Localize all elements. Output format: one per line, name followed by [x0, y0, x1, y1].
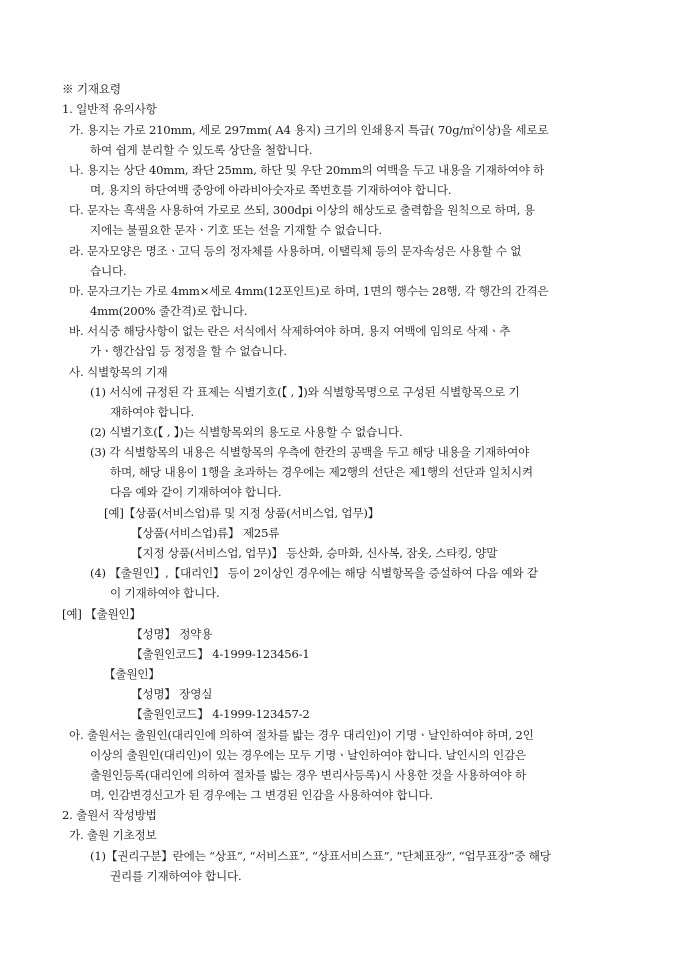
item-ra-line-2: 습니다.	[90, 264, 127, 278]
sub-item-3-line-2: 하며, 해당 내용이 1행을 초과하는 경우에는 제2행의 선단은 제1행의 선단과 일치시켜	[110, 465, 533, 479]
item-a-line-2: 이상의 출원인(대리인)이 있는 경우에는 모두 기명ㆍ날인하여야 합니다. 날인시의 인감은	[90, 748, 527, 762]
sub-item-1-line-1: (1) 서식에 규정된 각 표제는 식별기호(【 , 】)와 식별항목명으로 구성된 식별항목으로 기	[90, 385, 520, 399]
example-2-code-2: 【출원인코드】 4-1999-123457-2	[131, 707, 310, 721]
item-ba-line-1: 바. 서식중 해당사항이 없는 란은 서식에서 삭제하여야 하며, 용지 여백에 임의로 삭제ㆍ추	[69, 324, 511, 338]
item-ra-line-1: 라. 문자모양은 명조ㆍ고딕 등의 정자체를 사용하며, 이탤릭체 등의 문자속성은 사용할 수 없	[69, 244, 522, 258]
sub-item-4-line-2: 이 기재하여야 합니다.	[110, 586, 220, 600]
section-2-sub-1-line-2: 권리를 기재하여야 합니다.	[110, 869, 242, 883]
example-2-applicant-2: 【출원인】	[104, 667, 160, 681]
section-2-item-ga: 가. 출원 기초정보	[69, 828, 157, 842]
example-2-applicant-1: [예] 【출원인】	[62, 607, 141, 621]
item-ga-line-1: 가. 용지는 가로 210mm, 세로 297mm( A4 용지) 크기의 인쇄용지 특급( 70g/㎡이상)을 세로로	[69, 123, 549, 137]
sub-item-2-line-1: (2) 식별기호(【 , 】)는 식별항목외의 용도로 사용할 수 없습니다.	[90, 425, 403, 439]
sub-item-1-line-2: 재하여야 합니다.	[110, 405, 194, 419]
item-da-line-1: 다. 문자는 흑색을 사용하여 가로로 쓰되, 300dpi 이상의 해상도로 출력함을 원칙으로 하며, 용	[69, 203, 535, 217]
example-2-name-2: 【성명】 장영실	[131, 687, 213, 701]
example-2-code-1: 【출원인코드】 4-1999-123456-1	[131, 647, 310, 661]
sub-item-4-line-1: (4) 【출원인】,【대리인】 등이 2이상인 경우에는 해당 식별항목을 증설하여 다음 예와 같	[90, 566, 538, 580]
item-na-line-2: 며, 용지의 하단여백 중앙에 아라비아숫자로 쪽번호를 기재하여야 합니다.	[90, 183, 452, 197]
section-2-sub-1-line-1: (1)【권리구분】란에는 “상표”, “서비스표”, “상표서비스표”, “단체표장”, “업무표장”중 해당	[90, 849, 551, 863]
example-1-heading: [예]【상품(서비스업)류 및 지정 상품(서비스업, 업무)】	[104, 506, 380, 520]
item-na-line-1: 나. 용지는 상단 40mm, 좌단 25mm, 하단 및 우단 20mm의 여백을 두고 내용을 기재하여야 하	[69, 163, 545, 177]
item-ba-line-2: 가ㆍ행간삽입 등 정정을 할 수 없습니다.	[90, 344, 287, 358]
item-a-line-4: 며, 인감변경신고가 된 경우에는 그 변경된 인감을 사용하여야 합니다.	[90, 788, 433, 802]
item-sa-heading: 사. 식별항목의 기재	[69, 365, 168, 379]
sub-item-3-line-3: 다음 예와 같이 기재하여야 합니다.	[110, 485, 282, 499]
sub-item-3-line-1: (3) 각 식별항목의 내용은 식별항목의 우측에 한칸의 공백을 두고 해당 내용을 기재하여야	[90, 445, 530, 459]
section-2-heading: 2. 출원서 작성방법	[62, 808, 157, 822]
example-1-class: 【상품(서비스업)류】 제25류	[131, 526, 280, 540]
item-ga-line-2: 하여 쉽게 분리할 수 있도록 상단을 철합니다.	[90, 143, 313, 157]
item-a-line-1: 아. 출원서는 출원인(대리인에 의하여 절차를 밟는 경우 대리인)이 기명ㆍ날인하여야 하며, 2인	[69, 728, 534, 742]
section-1-heading: 1. 일반적 유의사항	[62, 102, 157, 116]
item-a-line-3: 출원인등록(대리인에 의하여 절차를 밟는 경우 변리사등록)시 사용한 것을 사용하여야 하	[90, 768, 527, 782]
item-ma-line-1: 마. 문자크기는 가로 4mm×세로 4mm(12포인트)로 하며, 1면의 행수는 28행, 각 행간의 간격은	[69, 284, 549, 298]
section-note-heading: ※ 기재요령	[62, 82, 121, 96]
item-ma-line-2: 4mm(200% 줄간격)로 합니다.	[90, 304, 248, 318]
example-1-goods: 【지정 상품(서비스업, 업무)】 등산화, 승마화, 신사복, 잠옷, 스타킹, 양말	[131, 546, 498, 560]
item-da-line-2: 지에는 불필요한 문자ㆍ기호 또는 선을 기재할 수 없습니다.	[90, 223, 382, 237]
example-2-name-1: 【성명】 정약용	[131, 627, 213, 641]
